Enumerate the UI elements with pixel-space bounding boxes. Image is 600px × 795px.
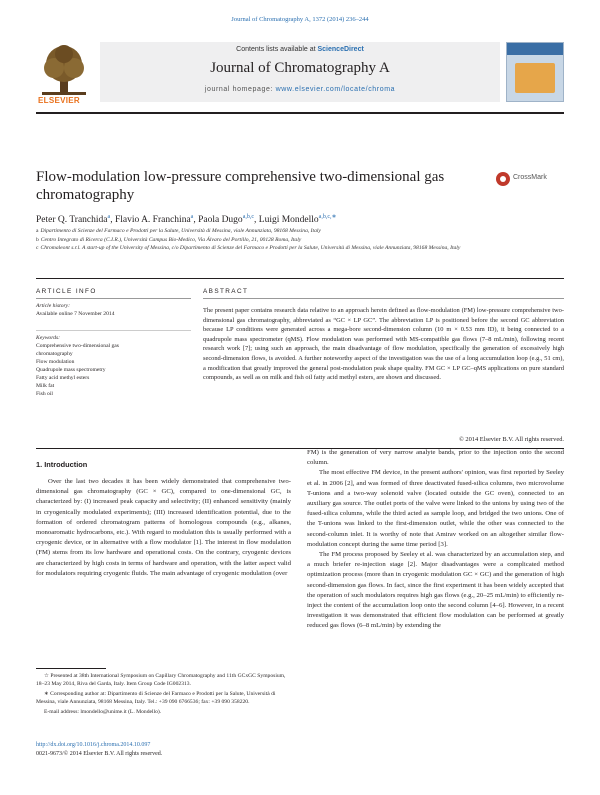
body-column-right — [307, 448, 564, 632]
cover-band — [507, 43, 563, 55]
homepage-link[interactable]: www.elsevier.com/locate/chroma — [275, 86, 396, 93]
article-title: Flow-modulation low-pressure comprehensive two-dimensional gas chromatography — [36, 169, 445, 203]
masthead-divider — [36, 112, 564, 114]
author-list: Peter Q. Tranchida$^a$, Flavio A. Franchina$^a$, Paola Dugo$^{a,b,c}$, Luigi Mondello$^{a,b,c,∗}$ — [36, 214, 337, 226]
affiliation-divider — [36, 278, 564, 279]
affiliation-text: Chromaleont s.r.l. A start-up of the University of Messina, c/o Dipartimento di Scienze del Farmaco e Prodotti per la Salute, Università di Messina, viale Annunziata, 98168 Messina, Italy — [40, 245, 461, 252]
abstract-text: The present paper contains research data relative to an approach herein defined as flow-modulation (FM) low-pressure comprehensive two-dimensional gas chromatography, abbreviated as “GC × LP GC”. The abbreviation LP is positioned before the second GC abbreviation because LP conditions were generated across a mega-bore second-dimension column (10 m × 0.53 mm ID), it being connected to a quadrupole mass spectrometer (qMS). Flow modulation was performed with MS-compatible gas flows (7–8 mL/min), following recent research work [7]; using such an approach, the main disadvantage of flow modulation, specifically the generation of excessively high second-dimension flows, is avoided. A further noteworthy aspect of the investigation was the use of a long accumulation loop (e.g., 51 cm), a modification that greatly improved the general post-modulation peak shape quality. FM GC × LP GC–qMS applications on pure standard compounds, as well as on milk and fish oil fatty acid methyl esters, are shown and discussed. — [203, 307, 564, 382]
affiliation-text: Dipartimento di Scienze del Farmaco e Prodotti per la Salute, Università di Messina, viale Annunziata, 98168 Messina, Italy — [40, 228, 321, 234]
article-info-heading: ARTICLE INFO — [36, 288, 97, 295]
sciencedirect-link[interactable]: ScienceDirect — [317, 46, 364, 53]
doi-link[interactable]: http://dx.doi.org/10.1016/j.chroma.2014.10.097 — [36, 742, 151, 748]
affiliation — [36, 227, 564, 236]
abstract-heading: ABSTRACT — [203, 288, 249, 295]
author-affil-sup[interactable]: a,b,c — [242, 214, 255, 220]
journal-reference[interactable]: Journal of Chromatography A, 1372 (2014) 236–244 — [231, 16, 369, 23]
crossmark-icon — [496, 172, 510, 186]
affiliation — [36, 244, 564, 253]
footnote-email[interactable]: E-mail address: lmondello@unime.it (L. Mondello). — [44, 709, 162, 715]
abstract-copyright: © 2014 Elsevier B.V. All rights reserved. — [458, 436, 564, 443]
abstract-divider — [203, 298, 564, 299]
author-affil-sup[interactable]: a,b,c,∗ — [318, 214, 337, 220]
author-name[interactable]: Flavio A. Franchina — [114, 215, 191, 226]
elsevier-tree-logo — [36, 42, 94, 104]
body-paragraph: The most effective FM device, in the present authors' opinion, was first reported by Seeley et al. in 2006 [2], and was formed of three deactivated fused-silica columns, two microvolume T-unions and a two-way solenoid valve (located outside the GC oven), connected to an auxiliary gas source. The outlet ports of the valve were linked to the unions by using two of the fused-silica columns, while the third acted as sample loop, and bridged the two unions. One of the T-unions was linked to the first-dimension outlet, while the other was connected to the second-column inlet. It is worthy of note that Amirav worked on an altogether similar flow-modulation concept during the same time period [3]. — [307, 469, 564, 548]
masthead — [36, 40, 564, 108]
keyword: Flow modulation — [36, 359, 75, 365]
homepage-prefix: journal homepage: — [204, 86, 276, 93]
affiliation-sup: b — [36, 236, 39, 243]
history-label: Article history: — [36, 303, 71, 309]
keyword: Milk fat — [36, 383, 55, 389]
keywords — [36, 334, 191, 398]
affiliation-sup: a — [36, 228, 39, 234]
author-name[interactable]: Peter Q. Tranchida — [36, 215, 108, 226]
contents-prefix: Contents lists available at — [236, 46, 318, 53]
contents-line — [100, 46, 500, 53]
keywords-divider — [36, 330, 191, 331]
history-value: Available online 7 November 2014 — [36, 311, 115, 317]
footnotes — [36, 672, 291, 718]
article-history — [36, 302, 191, 318]
author-name[interactable]: Luigi Mondello — [258, 215, 319, 226]
crossmark-badge[interactable] — [496, 172, 560, 188]
masthead-band — [100, 42, 500, 102]
article-info-divider — [36, 298, 191, 299]
keyword: Fatty acid methyl esters — [36, 375, 90, 381]
body-paragraph: Over the last two decades it has been widely demonstrated that comprehensive two-dimensional gas chromatography (GC × GC), compared to one-dimensional GC, is characterized by: (I) increased peak capacity and selectivity; (II) enhanced sensitivity (mainly in cryogenically modulated experiments); (III) increased identification potential, due to the formation of ordered chromatogram patterns of homologous compounds (e.g., alkanes, monoaromatic hydrocarbons, etc.). With regard to modulation this is usually performed with a cryogenic device, or in alternative with a flow modulator [1]. The interest in flow modulation (FM) stems from its low hardware and operational costs. On the contrary, cryogenic devices are characterized by high costs in terms of hardware and operation, with the latter aspect valid for modulators requiring cryogenic fluids. The main advantage of cryogenic modulation (over — [36, 478, 291, 577]
homepage-line — [100, 86, 500, 93]
affiliation — [36, 236, 564, 245]
affiliations — [36, 227, 564, 253]
keyword: Quadrupole mass spectrometry — [36, 367, 106, 373]
journal-title: Journal of Chromatography A — [210, 60, 390, 76]
footnote: ∗ Corresponding author at: Dipartimento di Scienze del Farmaco e Prodotti per la Salute, Università di Messina, viale Annunziata, 98168 Messina, Italy. Tel.: +39 090 6766536; fax: +39 090 358220. — [36, 691, 276, 705]
affiliation-text: Centro Integrato di Ricerca (C.I.R.), Università Campus Bio-Medico, Via Álvaro del Portillo, 21, 00128 Roma, Italy — [40, 236, 302, 243]
affiliation-sup: c — [36, 245, 39, 252]
body-column-left — [36, 477, 291, 579]
author-affil-sup[interactable]: a — [107, 214, 111, 220]
author-name[interactable]: Paola Dugo — [198, 215, 243, 226]
keyword: Fish oil — [36, 391, 53, 397]
journal-cover-thumbnail — [506, 42, 564, 102]
body-paragraph-continued: FM) is the generation of very narrow analyte bands, prior to the injection onto the second column. — [307, 449, 564, 467]
keyword: chromatography — [36, 351, 73, 357]
body-paragraph: The FM process proposed by Seeley et al. was characterized by an accumulation step, and a much briefer re-injection stage [2]. Major disadvantages were a complicated method optimization process (more than in cryogenic modulation GC × GC) and the generation of high second-dimension gas flows. In fact, since the first experiment it has been widely accepted that the operation of such modulators requires high gas flows (e.g., 20–25 mL/min) to efficiently re-inject the content of the accumulation loop onto the second column [4–6]. However, in a recent investigation it was demonstrated that efficient flow modulation can be performed at greatly reduced gas flows (6–8 mL/min) by extending the — [307, 551, 564, 630]
introduction-heading: 1. Introduction — [36, 460, 88, 469]
footnote-divider — [36, 668, 106, 669]
footnote: ☆ Presented at 38th International Symposium on Capillary Chromatography and 11th GCxGC Symposium, 18–23 May 2014, Riva del Garda, Italy. Item Group Code IG002313. — [36, 673, 286, 687]
issn-line: 0021-9673/© 2014 Elsevier B.V. All rights reserved. — [36, 751, 163, 757]
author-affil-sup[interactable]: a — [190, 214, 194, 220]
cover-image — [515, 63, 555, 93]
crossmark-label: CrossMark — [513, 174, 547, 181]
publisher-name: ELSEVIER — [38, 96, 80, 105]
keywords-label: Keywords: — [36, 335, 61, 341]
keyword: Comprehensive two-dimensional gas — [36, 343, 119, 349]
